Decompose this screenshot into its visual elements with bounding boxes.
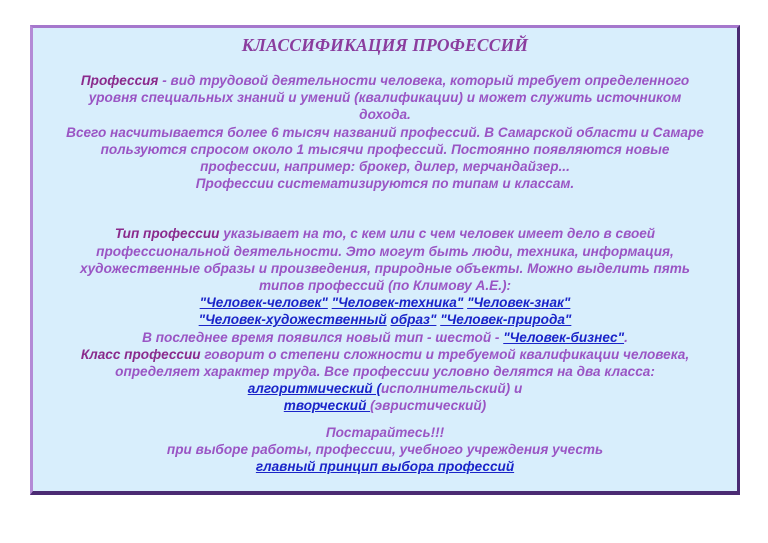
types-term: Тип профессии — [114, 226, 220, 242]
classes-line-1 — [33, 346, 737, 363]
definition-line-2: уровня специальных знаний и умений (квалификации) и может служить источником — [88, 90, 682, 106]
types-line-3: художественные образы и произведения, природные объекты. Можно выделить пять — [80, 260, 690, 276]
closing-link-line — [33, 458, 737, 475]
closing-line-2: при выборе работы, профессии, учебного учреждения учесть — [166, 441, 604, 457]
link-person-art-image[interactable]: образ" — [390, 312, 437, 328]
count-line-1: Всего насчитывается более 6 тысяч названий профессий. В Самарской области и Самаре — [66, 124, 704, 140]
closing-line-1: Постарайтесь!!! — [325, 424, 445, 440]
creative-rest: (эвристический) — [370, 398, 487, 414]
definition-term: Профессия — [80, 73, 159, 88]
classes-term: Класс профессии — [80, 346, 201, 362]
types-links-row-2 — [33, 311, 737, 328]
link-person-tech[interactable]: "Человек-техника" — [331, 295, 464, 311]
types-line-4: типов профессий (по Климову А.Е.): — [258, 278, 512, 294]
link-main-principle[interactable]: главный принцип выбора профессий — [255, 459, 515, 475]
link-person-nature[interactable]: "Человек-природа" — [440, 312, 572, 328]
spacer — [33, 192, 737, 225]
new-type-text: В последнее время появился новый тип - шестой - — [142, 329, 504, 345]
algo-rest: исполнительский) и — [381, 381, 523, 397]
types-links-row-1 — [33, 294, 737, 311]
classes-line-2: определяет характер труда. Все профессии условно делятся на два класса: — [115, 364, 655, 380]
count-line-3: профессии, например: брокер, дилер, мерчандайзер... — [200, 159, 570, 175]
link-person-sign[interactable]: "Человек-знак" — [467, 295, 571, 311]
count-line-2: пользуются спросом около 1 тысячи профессий. Постоянно появляются новые — [100, 141, 670, 157]
types-line-1 — [33, 225, 737, 242]
link-person-person[interactable]: "Человек-человек" — [199, 295, 328, 311]
definition-text-1: - вид трудовой деятельности человека, который требует определенного — [158, 73, 690, 88]
definition-line-1 — [33, 72, 737, 89]
classes-text-1: говорит о степени сложности и требуемой квалификации человека, — [200, 346, 690, 362]
classes-creative-line — [33, 397, 737, 414]
classes-algo-line — [33, 380, 737, 397]
types-line-2: профессиональной деятельности. Это могут быть люди, техника, информация, — [96, 243, 674, 259]
spacer — [33, 415, 737, 424]
link-person-art[interactable]: "Человек-художественный — [198, 312, 387, 328]
new-type-end: . — [624, 329, 628, 345]
types-text-1: указывает на то, с кем или с чем человек имеет дело в своей — [219, 226, 656, 242]
definition-line-3: дохода. — [359, 107, 411, 123]
count-line-4: Профессии систематизируются по типам и классам. — [195, 176, 575, 192]
page-title: КЛАССИФИКАЦИЯ ПРОФЕССИЙ — [241, 35, 529, 55]
link-creative[interactable]: творческий — [283, 398, 371, 414]
content-frame — [30, 25, 740, 495]
link-algorithmic[interactable]: алгоритмический ( — [247, 381, 381, 397]
new-type-line — [33, 329, 737, 346]
article — [33, 34, 737, 475]
link-person-business[interactable]: "Человек-бизнес" — [503, 329, 625, 345]
